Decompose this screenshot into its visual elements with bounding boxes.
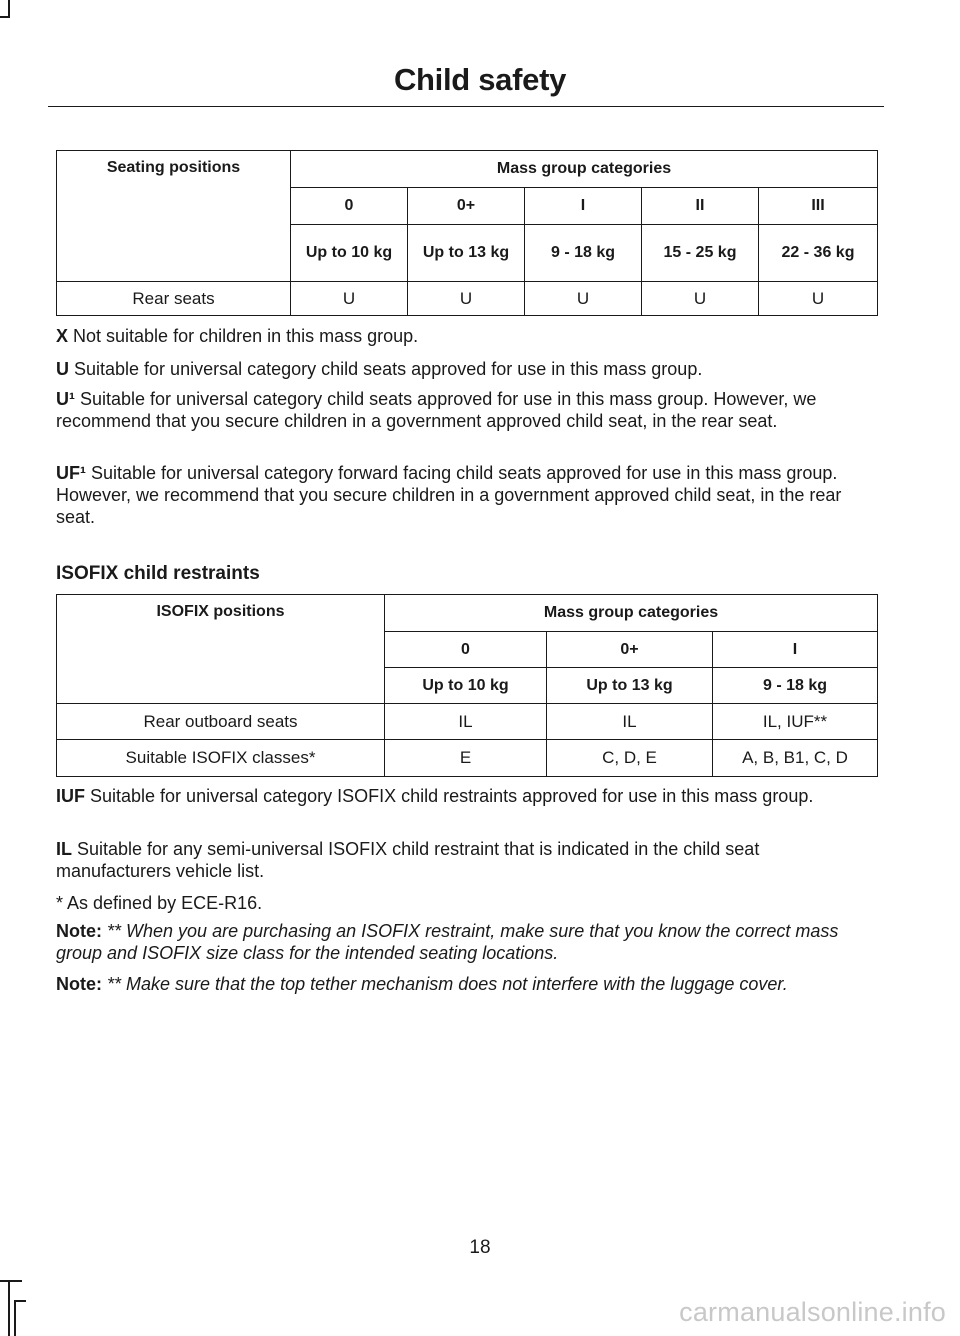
legend-code: IUF <box>56 786 85 806</box>
table-range-cell: 15 - 25 kg <box>642 225 759 282</box>
legend-item <box>56 462 878 528</box>
table-cell: U <box>408 282 525 316</box>
legend-code: IL <box>56 839 72 859</box>
crop-mark <box>14 1300 16 1336</box>
table-cell: IL <box>385 704 547 740</box>
table-row-label: Suitable ISOFIX classes* <box>57 740 385 777</box>
table-group-cell: I <box>525 188 642 225</box>
watermark: carmanualsonline.info <box>679 1297 946 1327</box>
page-title: Child safety <box>393 62 567 97</box>
table-corner-header: Seating positions <box>57 151 291 282</box>
note-text: ** Make sure that the top tether mechanism does not interfere with the luggage cover. <box>107 974 788 994</box>
table-corner-header: ISOFIX positions <box>57 595 385 704</box>
table-cell: C, D, E <box>547 740 713 777</box>
table-cell: E <box>385 740 547 777</box>
table-range-cell: 9 - 18 kg <box>713 668 878 704</box>
table-range-cell: Up to 13 kg <box>408 225 525 282</box>
note-label: Note: <box>56 974 102 994</box>
legend-code: U¹ <box>56 389 75 409</box>
table-range-cell: Up to 13 kg <box>547 668 713 704</box>
table-group-cell: 0 <box>291 188 408 225</box>
table-cell: U <box>525 282 642 316</box>
table-group-cell: 0+ <box>547 632 713 668</box>
table-cell: IL <box>547 704 713 740</box>
legend-item <box>56 325 878 347</box>
note-text: ** When you are purchasing an ISOFIX restraint, make sure that you know the correct mass group and ISOFIX size class for the intended seating locations. <box>56 921 839 963</box>
note-label: Note: <box>56 921 102 941</box>
table-group-header: Mass group categories <box>291 151 878 188</box>
title-divider <box>48 106 884 107</box>
table-range-cell: 9 - 18 kg <box>525 225 642 282</box>
legend-text: Suitable for universal category child seats approved for use in this mass group. <box>69 359 703 379</box>
crop-mark <box>14 1300 26 1302</box>
note <box>56 973 878 995</box>
table-cell: A, B, B1, C, D <box>713 740 878 777</box>
legend-item <box>56 388 878 432</box>
table-cell: IL, IUF** <box>713 704 878 740</box>
table-row-label: Rear seats <box>57 282 291 316</box>
legend-item <box>56 785 878 807</box>
table-range-cell: 22 - 36 kg <box>759 225 878 282</box>
table-group-cell: II <box>642 188 759 225</box>
legend-item <box>56 838 878 882</box>
table-cell: U <box>759 282 878 316</box>
legend-text: Suitable for universal category child seats approved for use in this mass group. However, we recommend that you secure children in a government approved child seat, in the rear seat. <box>56 389 817 431</box>
crop-mark <box>0 16 10 18</box>
table-range-cell: Up to 10 kg <box>291 225 408 282</box>
mass-group-table <box>56 150 878 316</box>
footnote: * As defined by ECE-R16. <box>56 893 263 913</box>
table-group-cell: III <box>759 188 878 225</box>
legend-text: Suitable for universal category forward facing child seats approved for use in this mass group. However, we recommend that you secure children in a government approved child seat, in the rear seat. <box>56 463 842 527</box>
legend-text: Not suitable for children in this mass group. <box>68 326 419 346</box>
table-group-cell: 0 <box>385 632 547 668</box>
note <box>56 920 878 964</box>
crop-mark <box>8 1280 10 1336</box>
legend-code: UF¹ <box>56 463 86 483</box>
table-cell: U <box>291 282 408 316</box>
section-heading: ISOFIX child restraints <box>56 563 260 584</box>
legend-text: Suitable for any semi-universal ISOFIX child restraint that is indicated in the child seat manufacturers vehicle list. <box>56 839 760 881</box>
legend-text: Suitable for universal category ISOFIX child restraints approved for use in this mass group. <box>85 786 814 806</box>
table-group-header: Mass group categories <box>385 595 878 632</box>
table-group-cell: I <box>713 632 878 668</box>
table-range-cell: Up to 10 kg <box>385 668 547 704</box>
legend-code: X <box>56 326 69 346</box>
page-number: 18 <box>469 1237 491 1258</box>
isofix-table <box>56 594 878 777</box>
crop-mark <box>0 1280 22 1282</box>
table-group-cell: 0+ <box>408 188 525 225</box>
legend-item <box>56 358 878 380</box>
table-cell: U <box>642 282 759 316</box>
table-row-label: Rear outboard seats <box>57 704 385 740</box>
legend-code: U <box>56 359 69 379</box>
